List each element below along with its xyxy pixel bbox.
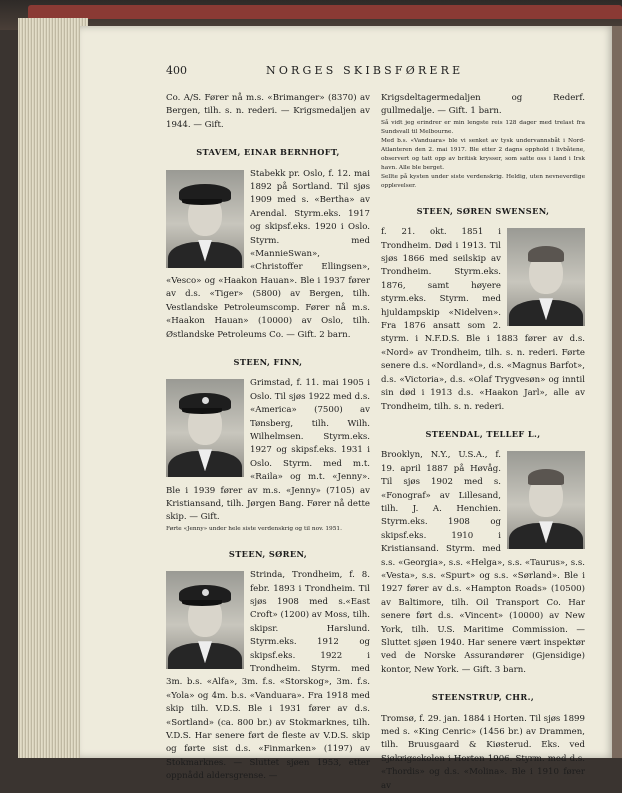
book-cover-edge bbox=[28, 5, 622, 19]
portrait-steen-finn bbox=[166, 379, 244, 477]
entry-note-3: Sellte på kysten under siste verdenskrig. Heldig, uten nevneverdige opplevelser. bbox=[381, 173, 585, 189]
book-right-edge bbox=[612, 26, 622, 758]
entry-text-steenstrup: Tromsø, f. 29. jan. 1884 i Horten. Til sjøs 1899 med s. «King Cenric» (1456 br.) av Drammen, tilh. Bruusgaard & Kiøsterud. Eks. ved Sjøkrigsskolen i Horten 1906. Styrm. med d.s. «Thordis» og d.s. «Molina». Ble i 1910 fører av bbox=[381, 713, 585, 791]
entry-name-stavem: STAVEM, EINAR BERNHOFT, bbox=[196, 147, 340, 158]
portrait-stavem bbox=[166, 170, 244, 268]
entry-continuation-right: Krigsdeltagermedaljen og Rederf. gullmedalje. — Gift. 1 barn. bbox=[381, 93, 585, 117]
entry-text-stavem: Stabekk pr. Oslo, f. 12. mai 1892 på Sortland. Til sjøs 1909 med s. «Bertha» av Arendal. Styrm.eks. 1917 og skipsf.eks. 1920 i Oslo. Styrm. med «MannieSwan», «Christoffer Ellingsen», «Vesco» og «Haakon Hauan». Ble i 1937 fører av d.s. «Tiger» (5800) av Bergen, tilh. Vestlandske Petroleumscomp. Fører nå m.s. «Haakon Hauan» (10000) av Oslo, tilh. Østlandske Petroleums Co. — Gift. 2 barn. bbox=[166, 168, 370, 340]
entry-continuation: Co. A/S. Fører nå m.s. «Brimanger» (8370) av Bergen, tilh. s. n. rederi. — Krigsmedaljen av 1944. — Gift. bbox=[166, 93, 370, 130]
portrait-steen-soren-swensen bbox=[507, 228, 585, 326]
entry-text-steen-soren: Strinda, Trondheim, f. 8. febr. 1893 i Trondheim. Til sjøs 1908 med s.«East Croft» (1200) av Moss, tilh. skipsr. Harslund. Styrm.eks. 1912 og skipsf.eks. 1922 i Trondheim. Styrm. med 3m. b.s. «Alfa», 3m. f.s. «Storskog», 3m. f.s. «Yola» og 4m. b.s. «Vanduara». Fra 1918 med skip tilh. V.D.S. Ble i 1931 fører av d.s. «Sortland» (ca. 800 br.) av Stokmarknes, tilh. V.D.S. Har senere ført de fleste av V.D.S. skip og førte sist d.s. «Finmarken» (1197) av Stokmarknes. — Sluttet sjøen 1953, etter oppnådd aldersgrense. — bbox=[166, 570, 370, 782]
entry-text-steen-soren-swensen: f. 21. okt. 1851 i Trondheim. Død i 1913. Til sjøs 1866 med seilskip av Trondheim. Styrm.eks. 1876, samt høyere styrm.eks. Styrm. med hjuldampskip «Nidelven». Fra 1876 ansatt som 2. styrm. i N.F.D.S. Ble i 1883 fører av d.s. «Nord» av Trondheim, tilh. s. n. rederi. Førte senere d.s. «Nordland», d.s. «Magnus Barfot», d.s. «Victoria», d.s. «Olaf Trygvesøn» og inntil sin død i 1913 d.s. «Haakon Jarl», alle av Trondheim, tilh. s. n. rederi. bbox=[381, 227, 585, 412]
page-stack-edge bbox=[18, 18, 88, 758]
portrait-steendal bbox=[507, 451, 585, 549]
entry-name-steenstrup: STEENSTRUP, CHR., bbox=[431, 692, 535, 703]
entry-note-1: Så vidt jeg erindrer er min lengste reis 128 dager med trelast fra Sundsvall til Melbourne. bbox=[381, 119, 585, 135]
entry-name-steen-finn: STEEN, FINN, bbox=[233, 356, 303, 367]
running-title: NORGES SKIBSFØRERE bbox=[266, 64, 464, 77]
entry-name-steen-soren: STEEN, SØREN, bbox=[228, 548, 308, 559]
portrait-steen-soren bbox=[166, 571, 244, 669]
right-column bbox=[381, 92, 585, 793]
entry-note-steen-finn: Førte «Jenny» under hele siste verdenskrig og til nov. 1951. bbox=[166, 525, 342, 532]
left-column bbox=[166, 92, 370, 784]
entry-text-steen-finn: Grimstad, f. 11. mai 1905 i Oslo. Til sjøs 1922 med d.s. «America» (7500) av Tønsberg, tilh. Wilh. Wilhelmsen. Styrm.eks. 1927 og skipsf.eks. 1931 i Oslo. Styrm. med m.t. «Raila» og m.t. «Jenny». Ble i 1939 fører av m.s. «Jenny» (7105) av Kristiansand, tilh. Jørgen Bang. Fører nå dette skip. — Gift. bbox=[166, 378, 370, 523]
entry-name-steen-soren-swensen: STEEN, SØREN SWENSEN, bbox=[416, 205, 550, 216]
entry-text-steendal: Brooklyn, N.Y., U.S.A., f. 19. april 1887 på Høvåg. Til sjøs 1902 med s. «Fonograf» av Lillesand, tilh. J. A. Henchien. Styrm.eks. 1908 og skipsf.eks. 1910 i Kristiansand. Styrm. med s.s. «Georgia», s.s. «Helga», s.s. «Taurus», s.s. «Vesta», s.s. «Spurt» og s.s. «Sørland». Ble i 1927 fører av d.s. «Hampton Roads» (10500) av Baltimore, tilh. Oil Transport Co. Har senere ført d.s. «Vincent» (10000) av New York, tilh. U.S. Maritime Commission. — Sluttet sjøen 1940. Har senere vært inspektør ved de Norske Assurandører (Gjensidige) kontor, New York. — Gift. 3 barn. bbox=[381, 450, 585, 675]
page-number: 400 bbox=[166, 64, 187, 77]
entry-note-2: Med b.s. «Vanduara» ble vi senket av tysk undervannsbåt i Nord-Atlanteren den 2. mai 1917. Ble etter 2 dagns opphold i livbåtene, observert og tatt opp av britisk krysser, som satte oss i land i Irsk havn. Alle ble berget. bbox=[381, 137, 585, 171]
entry-name-steendal: STEENDAL, TELLEF L., bbox=[425, 428, 541, 439]
